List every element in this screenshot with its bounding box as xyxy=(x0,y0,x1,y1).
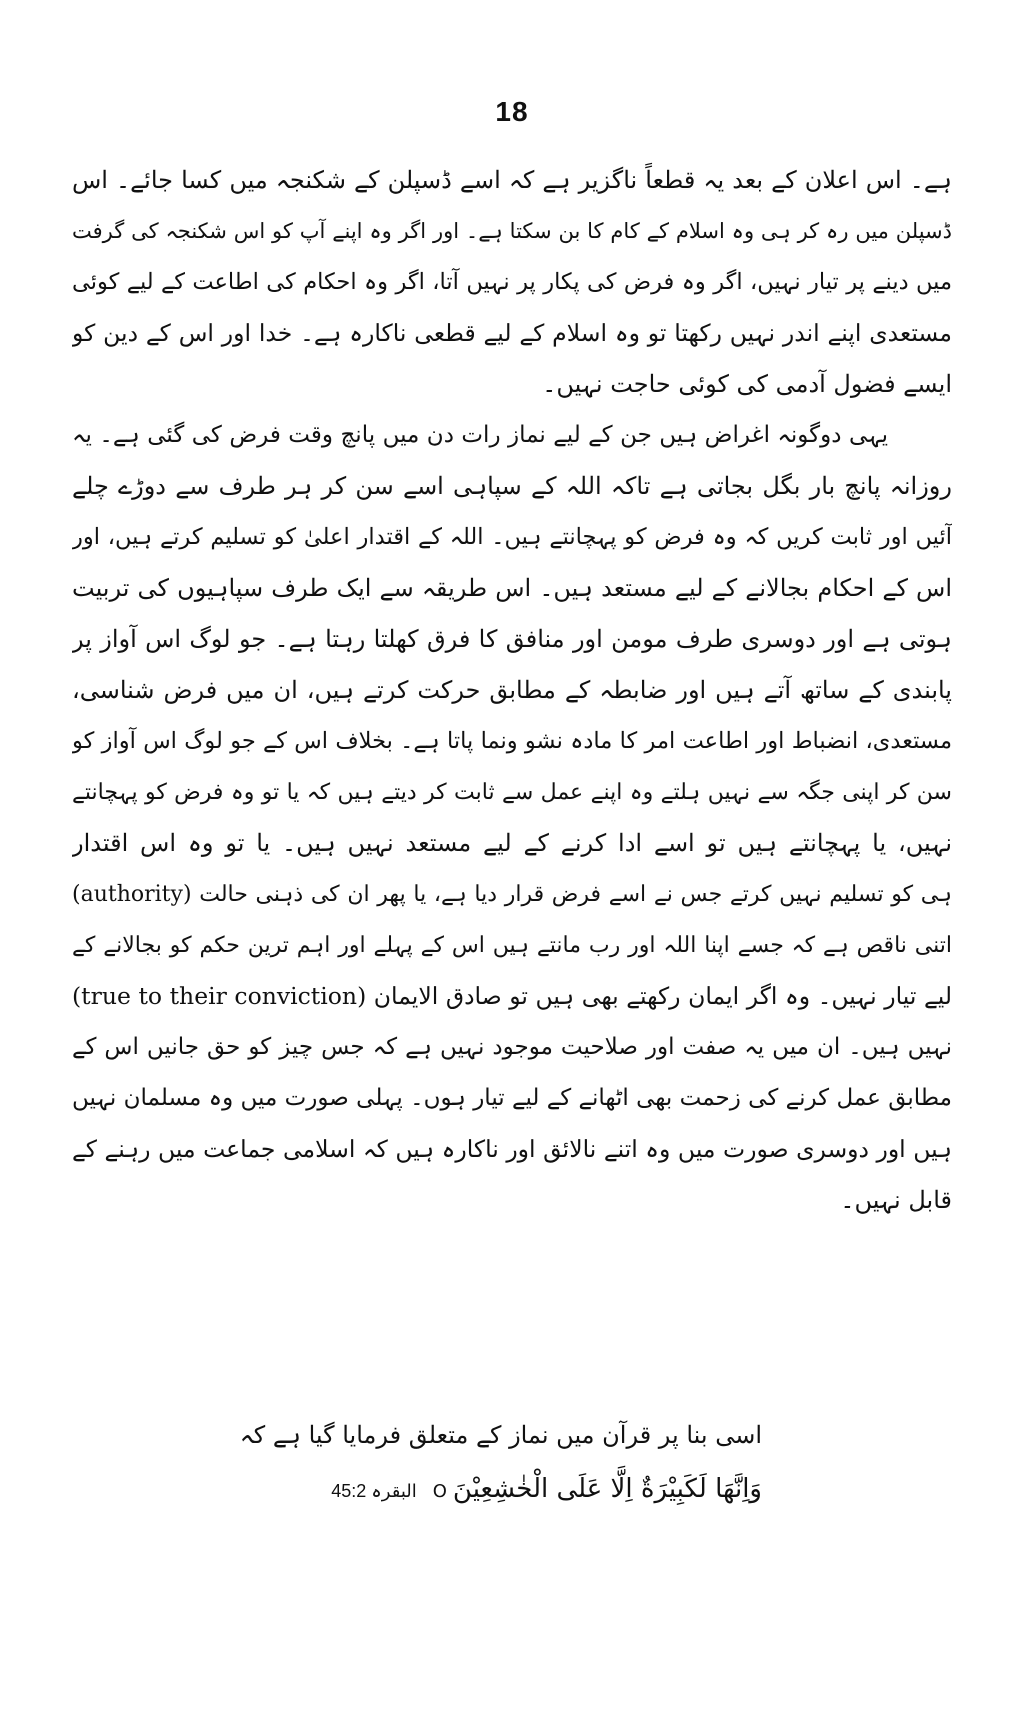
text-line: ہوتی ہے اور دوسری طرف مومن اور منافق کا فرق کھلتا رہتا ہے۔ جو لوگ اس آواز پر xyxy=(72,625,952,653)
text-line: مستعدی اپنے اندر نہیں رکھتا تو وہ اسلام کے لیے قطعی ناکارہ ہے۔ خدا اور اس کے دین کو xyxy=(72,319,952,347)
verse-end-mark: O xyxy=(432,1481,447,1502)
text-line: پابندی کے ساتھ آتے ہیں اور ضابطہ کے مطابق حرکت کرتے ہیں، ان میں فرض شناسی، xyxy=(72,676,952,704)
text-line: ہے۔ اس اعلان کے بعد یہ قطعاً ناگزیر ہے کہ اسے ڈسپلن کے شکنجہ میں کسا جائے۔ اس xyxy=(72,166,952,194)
text-line: ہیں اور دوسری صورت میں وہ اتنے نالائق اور ناکارہ ہیں کہ اسلامی جماعت میں رہنے کے xyxy=(72,1135,952,1163)
text-line: یہی دوگونہ اغراض ہیں جن کے لیے نماز رات دن میں پانچ وقت فرض کی گئی ہے۔ یہ xyxy=(72,422,888,448)
text-line: (authority) ہی کو تسلیم نہیں کرتے جس نے اسے فرض قرار دیا ہے، یا پھر ان کی ذہنی حالت xyxy=(72,882,952,907)
text-line: روزانہ پانچ بار بگل بجاتی ہے تاکہ اللہ کے سپاہی اسے سن کر ہر طرف سے دوڑے چلے xyxy=(72,472,952,500)
text-line: اس کے احکام بجالانے کے لیے مستعد ہیں۔ اس طریقہ سے ایک طرف سپاہیوں کی تربیت xyxy=(72,574,952,602)
text-line: آئیں اور ثابت کریں کہ وہ فرض کو پہچانتے ہیں۔ اللہ کے اقتدار اعلیٰ کو تسلیم کرتے ہیں، اور xyxy=(72,524,952,550)
text-line: اتنی ناقص ہے کہ جسے اپنا اللہ اور رب مانتے ہیں اس کے پہلے اور اہم ترین حکم کو بجالانے کے xyxy=(72,933,952,958)
text-line: ایسے فضول آدمی کی کوئی حاجت نہیں۔ xyxy=(542,370,952,398)
quran-verse xyxy=(72,1461,952,1517)
text-line: میں دینے پر تیار نہیں، اگر وہ فرض کی پکار پر نہیں آتا، اگر وہ احکام کی اطاعت کے لیے کوئی xyxy=(72,269,952,295)
closing-line: اسی بنا پر قرآن میں نماز کے متعلق فرمایا گیا ہے کہ xyxy=(239,1421,762,1449)
text-line: مطابق عمل کرنے کی زحمت بھی اٹھانے کے لیے تیار ہوں۔ پہلی صورت میں وہ مسلمان نہیں xyxy=(72,1085,952,1111)
body-text xyxy=(72,155,952,1226)
text-line: نہیں ہیں۔ ان میں یہ صفت اور صلاحیت موجود نہیں ہے کہ جس چیز کو حق جانیں اس کے xyxy=(72,1034,952,1060)
paragraph-2 xyxy=(72,410,952,1226)
text-line: لیے تیار نہیں۔ وہ اگر ایمان رکھتے بھی ہیں تو صادق الایمان (true to their conviction) xyxy=(72,982,952,1010)
page-number: 18 xyxy=(495,96,529,127)
verse-reference: البقرہ 45:2 xyxy=(331,1481,417,1501)
text-line: ڈسپلن میں رہ کر ہی وہ اسلام کے کام کا بن سکتا ہے۔ اور اگر وہ اپنے آپ کو اس شکنجہ کی گرفت xyxy=(72,219,952,243)
quran-citation xyxy=(72,1410,952,1517)
text-line: قابل نہیں۔ xyxy=(840,1186,952,1214)
text-line: مستعدی، انضباط اور اطاعت امر کا مادہ نشو ونما پاتا ہے۔ بخلاف اس کے جو لوگ اس آواز کو xyxy=(72,728,952,754)
verse-text: وَاِنَّهَا لَكَبِيْرَةٌ اِلَّا عَلَى الْخٰشِعِيْنَ xyxy=(452,1474,762,1504)
text-line: نہیں، یا پہچانتے ہیں تو اسے ادا کرنے کے لیے مستعد نہیں ہیں۔ یا تو وہ اس اقتدار xyxy=(72,829,952,857)
paragraph-1 xyxy=(72,155,952,410)
text-line: سن کر اپنی جگہ سے نہیں ہلتے وہ اپنے عمل سے ثابت کر دیتے ہیں کہ یا تو وہ فرض کو پہچانتے xyxy=(72,780,952,805)
